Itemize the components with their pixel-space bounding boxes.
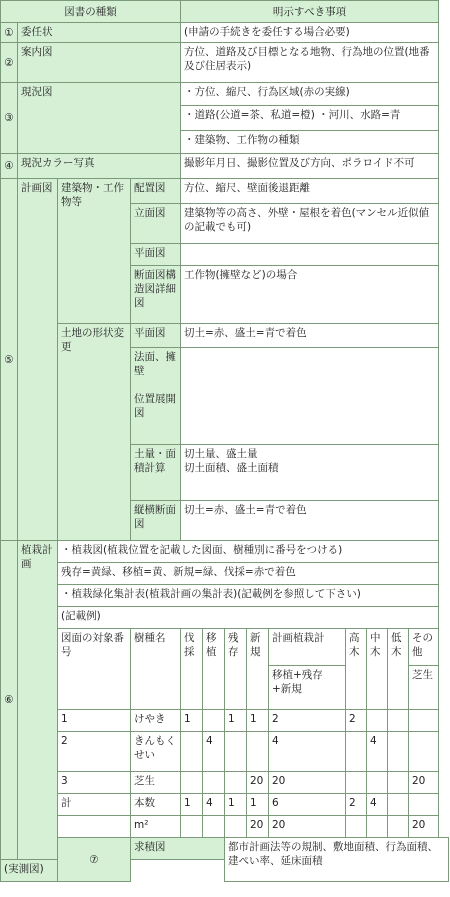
table-cell: きんもくせい	[131, 732, 181, 772]
sub-doc: 土量・面積計算	[131, 445, 181, 501]
th-transplant: 移植	[203, 629, 225, 710]
table-cell: 4	[269, 732, 346, 772]
sub-doc: 平面図	[131, 244, 181, 266]
doc-name: 委任状	[18, 23, 181, 43]
table-cell: けやき	[131, 710, 181, 732]
table-cell: 20	[409, 816, 439, 838]
sub-desc	[181, 348, 439, 445]
row-number: ⑦	[58, 838, 131, 882]
table-cell: 芝生	[131, 772, 181, 794]
sub-doc: 立面図	[131, 204, 181, 244]
planting-line: 残存=黄緑、移植=黄、新規=緑、伐採=赤で着色	[58, 563, 439, 585]
sub-doc: 縦横断面図	[131, 501, 181, 541]
table-cell	[225, 772, 247, 794]
th-remain: 残存	[225, 629, 247, 710]
table-cell	[388, 816, 409, 838]
row-number: ②	[1, 43, 18, 83]
doc-name: 計画図	[18, 179, 58, 541]
th-mid: 中木	[367, 629, 388, 710]
sub-doc: 断面図構造図詳細図	[131, 266, 181, 324]
table-cell: 1	[247, 710, 269, 732]
sub-doc: 平面図	[131, 324, 181, 348]
table-cell: 4	[203, 794, 225, 816]
table-cell	[388, 772, 409, 794]
doc-item: ・建築物、工作物の種類	[181, 131, 439, 154]
table-cell: 20	[409, 772, 439, 794]
table-cell	[388, 794, 409, 816]
th-plan-total: 計画植栽計	[269, 629, 346, 666]
row-number: ④	[1, 154, 18, 179]
th-tall: 高木	[346, 629, 367, 710]
table-cell: 1	[225, 710, 247, 732]
doc-desc: 方位、道路及び目標となる地物、行為地の位置(地番及び住居表示)	[181, 43, 439, 83]
table-cell	[181, 772, 203, 794]
sub-desc: 工作物(擁壁など)の場合	[181, 266, 439, 324]
table-cell: 4	[203, 732, 225, 772]
table-cell: 2	[269, 710, 346, 732]
doc-name: 求積図	[131, 838, 225, 860]
table-cell: 6	[269, 794, 346, 816]
table-cell	[367, 710, 388, 732]
table-cell: 4	[367, 732, 388, 772]
doc-desc: 撮影年月日、撮影位置及び方向、ポラロイド不可	[181, 154, 439, 179]
table-cell	[225, 816, 247, 838]
table-cell: 計	[58, 794, 131, 816]
sub-desc: 方位、縮尺、壁面後退距離	[181, 179, 439, 204]
header-required-items: 明示すべき事項	[181, 1, 439, 23]
table-cell	[203, 772, 225, 794]
table-cell	[388, 732, 409, 772]
table-cell	[409, 710, 439, 732]
sub-desc: 建築物等の高さ、外壁・屋根を着色(マンセル近似値の記載でも可)	[181, 204, 439, 244]
table-cell	[181, 816, 203, 838]
table-cell: 1	[181, 794, 203, 816]
table-cell: 2	[346, 710, 367, 732]
sub-desc: 切土=赤、盛土=青で着色	[181, 501, 439, 541]
table-cell	[367, 816, 388, 838]
table-cell	[388, 710, 409, 732]
group-name: 建築物・工作物等	[58, 179, 131, 324]
table-cell	[346, 732, 367, 772]
doc-item: ・道路(公道=茶、私道=橙) ・河川、水路=青	[181, 106, 439, 131]
doc-item: ・方位、縮尺、行為区域(赤の実線)	[181, 83, 439, 106]
row-number: ①	[1, 23, 18, 43]
table-cell: 1	[58, 710, 131, 732]
table-cell	[346, 816, 367, 838]
planting-line: ・植栽図(植栽位置を記載した図面、樹種別に番号をつける)	[58, 541, 439, 563]
planting-line: ・植栽緑化集計表(植栽計画の集計表)(記載例を参照して下さい)	[58, 585, 439, 607]
table-cell: 1	[247, 794, 269, 816]
row-number: ⑥	[1, 541, 18, 860]
sub-desc: 切土=赤、盛土=青で着色	[181, 324, 439, 348]
table-cell: 20	[247, 772, 269, 794]
row-number: ③	[1, 83, 18, 154]
th-other-sub: 芝生	[409, 666, 439, 710]
doc-name: 現況カラー写真	[18, 154, 181, 179]
row-number: ⑤	[1, 179, 18, 541]
th-plan-number: 図面の対象番号	[58, 629, 131, 710]
doc-name: 現況図	[18, 83, 181, 154]
th-species: 樹種名	[131, 629, 181, 710]
sub-doc: 配置図	[131, 179, 181, 204]
planting-line: (記載例)	[58, 607, 439, 629]
table-cell: 1	[181, 710, 203, 732]
table-cell	[203, 710, 225, 732]
sub-desc: 切土量、盛土量 切土面積、盛土面積	[181, 445, 439, 501]
table-cell	[225, 732, 247, 772]
table-cell	[247, 732, 269, 772]
th-plan-total-sub: 移植+残存+新規	[269, 666, 346, 710]
table-cell: 1	[225, 794, 247, 816]
th-other: その他	[409, 629, 439, 666]
th-low: 低木	[388, 629, 409, 710]
doc-desc: (申請の手続きを委任する場合必要)	[181, 23, 439, 43]
table-cell: 本数	[131, 794, 181, 816]
table-cell: 2	[346, 794, 367, 816]
doc-name-sub: (実測図)	[1, 860, 131, 882]
table-cell	[409, 732, 439, 772]
table-cell	[181, 732, 203, 772]
table-cell: 20	[247, 816, 269, 838]
table-cell	[203, 816, 225, 838]
table-cell	[58, 816, 131, 838]
header-document-type: 図書の種類	[1, 1, 181, 23]
th-new: 新規	[247, 629, 269, 710]
table-cell: 4	[367, 794, 388, 816]
doc-desc: 都市計画法等の規制、敷地面積、行為面積、建ぺい率、延床面積	[225, 838, 449, 882]
table-cell	[409, 794, 439, 816]
table-cell: 3	[58, 772, 131, 794]
doc-name: 植栽計画	[18, 541, 58, 860]
group-name: 土地の形状変更	[58, 324, 131, 541]
doc-name: 案内図	[18, 43, 181, 83]
table-cell	[346, 772, 367, 794]
th-felled: 伐採	[181, 629, 203, 710]
table-cell: 20	[269, 816, 346, 838]
table-cell: m²	[131, 816, 181, 838]
sub-doc: 法面、擁壁 位置展開図	[131, 348, 181, 445]
table-cell	[367, 772, 388, 794]
sub-desc	[181, 244, 439, 266]
table-cell: 2	[58, 732, 131, 772]
table-cell: 20	[269, 772, 346, 794]
